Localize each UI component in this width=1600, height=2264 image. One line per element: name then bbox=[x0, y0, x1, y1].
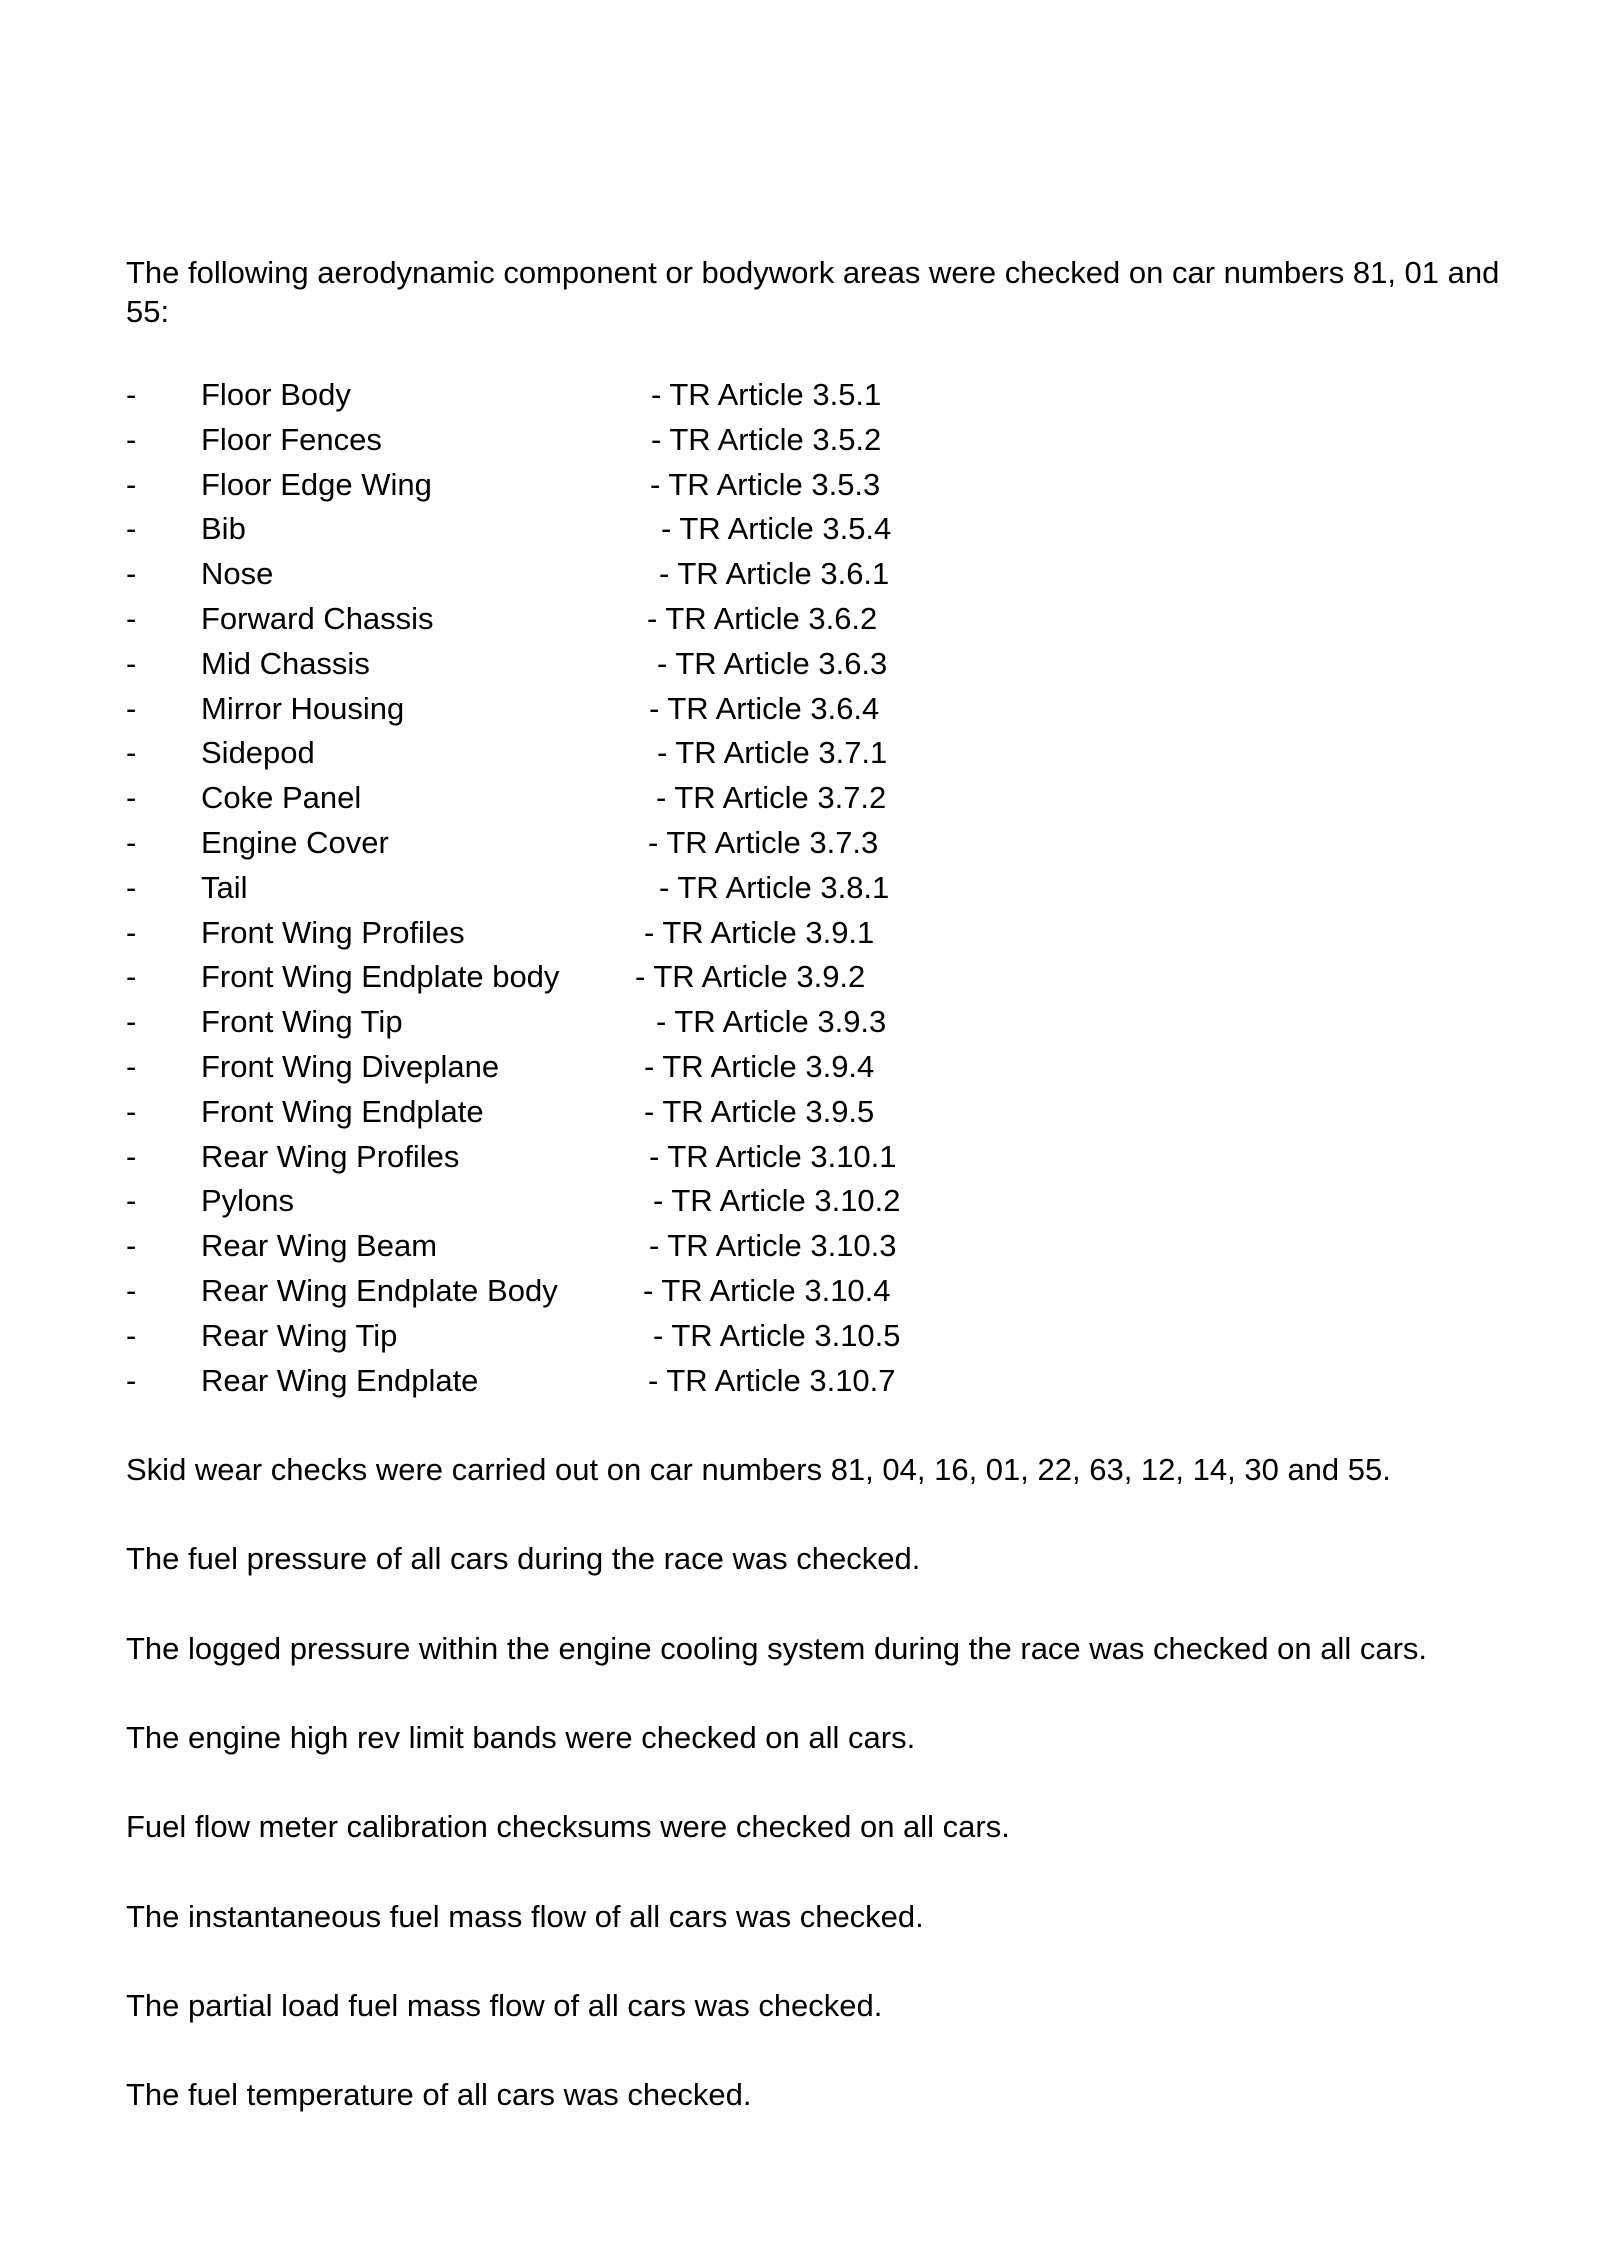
component-name: Engine Cover bbox=[201, 824, 389, 860]
list-item bbox=[126, 645, 1126, 690]
list-dash: - bbox=[126, 466, 137, 502]
list-dash: - bbox=[126, 690, 137, 726]
component-name: Front Wing Endplate bbox=[201, 1093, 484, 1129]
list-item bbox=[126, 1317, 1126, 1362]
list-dash: - bbox=[126, 824, 137, 860]
article-reference: - TR Article 3.6.2 bbox=[647, 600, 878, 636]
list-item bbox=[126, 1138, 1126, 1183]
list-item bbox=[126, 690, 1126, 735]
list-dash: - bbox=[126, 735, 137, 771]
component-name: Sidepod bbox=[201, 735, 315, 771]
article-reference: - TR Article 3.8.1 bbox=[659, 869, 890, 905]
list-item bbox=[126, 600, 1126, 645]
article-reference: - TR Article 3.7.3 bbox=[648, 824, 879, 860]
list-dash: - bbox=[126, 1138, 137, 1174]
list-dash: - bbox=[126, 421, 137, 457]
article-reference: - TR Article 3.6.3 bbox=[657, 645, 888, 681]
list-item bbox=[126, 1093, 1126, 1138]
component-name: Front Wing Profiles bbox=[201, 914, 465, 950]
component-name: Rear Wing Tip bbox=[201, 1317, 398, 1353]
article-reference: - TR Article 3.9.1 bbox=[644, 914, 875, 950]
list-item bbox=[126, 466, 1126, 511]
list-item bbox=[126, 1362, 1126, 1407]
list-item bbox=[126, 734, 1126, 779]
component-name: Mid Chassis bbox=[201, 645, 370, 681]
component-name: Mirror Housing bbox=[201, 690, 405, 726]
skid-wear-paragraph: Skid wear checks were carried out on car numbers 81, 04, 16, 01, 22, 63, 12, 14, 30 and 55. bbox=[126, 1452, 1391, 1487]
list-item bbox=[126, 555, 1126, 600]
list-item bbox=[126, 510, 1126, 555]
list-item bbox=[126, 824, 1126, 869]
component-name: Floor Body bbox=[201, 377, 351, 412]
list-dash: - bbox=[126, 869, 137, 905]
component-name: Coke Panel bbox=[201, 780, 362, 816]
component-name: Floor Fences bbox=[201, 421, 382, 457]
list-dash: - bbox=[126, 914, 137, 950]
component-name: Front Wing Endplate body bbox=[201, 959, 560, 995]
article-reference: - TR Article 3.7.1 bbox=[657, 735, 888, 771]
rev-limit-paragraph: The engine high rev limit bands were checked on all cars. bbox=[126, 1720, 916, 1755]
list-dash: - bbox=[126, 1228, 137, 1264]
list-dash: - bbox=[126, 780, 137, 816]
list-dash: - bbox=[126, 1317, 137, 1353]
list-item bbox=[126, 1272, 1126, 1317]
cooling-pressure-paragraph: The logged pressure within the engine cooling system during the race was checked on all cars. bbox=[126, 1631, 1428, 1666]
component-name: Rear Wing Beam bbox=[201, 1228, 438, 1264]
list-item bbox=[126, 1182, 1126, 1227]
list-dash: - bbox=[126, 377, 137, 412]
list-dash: - bbox=[126, 600, 137, 636]
fuel-pressure-paragraph: The fuel pressure of all cars during the race was checked. bbox=[126, 1541, 921, 1576]
article-reference: - TR Article 3.9.4 bbox=[644, 1048, 875, 1084]
list-dash: - bbox=[126, 1004, 137, 1040]
article-reference: - TR Article 3.10.2 bbox=[653, 1183, 901, 1219]
article-reference: - TR Article 3.5.2 bbox=[651, 421, 882, 457]
component-name: Nose bbox=[201, 556, 274, 592]
article-reference: - TR Article 3.6.1 bbox=[659, 556, 890, 592]
list-dash: - bbox=[126, 511, 137, 547]
intro-text: The following aerodynamic component or bodywork areas were checked on car numbers 81, 01 and 55: bbox=[126, 255, 1500, 329]
component-name: Rear Wing Profiles bbox=[201, 1138, 460, 1174]
article-reference: - TR Article 3.10.4 bbox=[643, 1272, 891, 1308]
list-item bbox=[126, 1048, 1126, 1093]
component-name: Floor Edge Wing bbox=[201, 466, 432, 502]
list-item bbox=[126, 421, 1126, 466]
article-reference: - TR Article 3.9.2 bbox=[635, 959, 866, 995]
list-item bbox=[126, 779, 1126, 824]
list-item bbox=[126, 1227, 1126, 1272]
article-reference: - TR Article 3.5.4 bbox=[661, 511, 892, 547]
list-dash: - bbox=[126, 1272, 137, 1308]
article-reference: - TR Article 3.10.1 bbox=[649, 1138, 897, 1174]
list-dash: - bbox=[126, 1183, 137, 1219]
article-reference: - TR Article 3.6.4 bbox=[649, 690, 880, 726]
article-reference: - TR Article 3.10.3 bbox=[649, 1228, 897, 1264]
article-reference: - TR Article 3.5.3 bbox=[650, 466, 881, 502]
list-item bbox=[126, 958, 1126, 1003]
article-reference: - TR Article 3.10.7 bbox=[648, 1362, 896, 1398]
component-list bbox=[126, 376, 1126, 1406]
list-item bbox=[126, 376, 1126, 421]
list-dash: - bbox=[126, 645, 137, 681]
list-dash: - bbox=[126, 556, 137, 592]
article-reference: - TR Article 3.9.5 bbox=[644, 1093, 875, 1129]
fuel-temperature-paragraph: The fuel temperature of all cars was checked. bbox=[126, 2077, 752, 2112]
article-reference: - TR Article 3.9.3 bbox=[656, 1004, 887, 1040]
list-item bbox=[126, 1003, 1126, 1048]
list-item bbox=[126, 869, 1126, 914]
list-item bbox=[126, 914, 1126, 959]
component-name: Front Wing Tip bbox=[201, 1004, 403, 1040]
article-reference: - TR Article 3.7.2 bbox=[656, 780, 887, 816]
component-name: Tail bbox=[201, 869, 248, 905]
component-name: Pylons bbox=[201, 1183, 295, 1219]
list-dash: - bbox=[126, 1362, 137, 1398]
component-name: Rear Wing Endplate bbox=[201, 1362, 479, 1398]
fuel-flow-meter-paragraph: Fuel flow meter calibration checksums were checked on all cars. bbox=[126, 1809, 1010, 1844]
component-name: Rear Wing Endplate Body bbox=[201, 1272, 558, 1308]
component-name: Bib bbox=[201, 511, 246, 547]
list-dash: - bbox=[126, 959, 137, 995]
article-reference: - TR Article 3.5.1 bbox=[651, 377, 882, 412]
list-dash: - bbox=[126, 1093, 137, 1129]
partial-load-flow-paragraph: The partial load fuel mass flow of all cars was checked. bbox=[126, 1988, 883, 2023]
instantaneous-flow-paragraph: The instantaneous fuel mass flow of all cars was checked. bbox=[126, 1899, 924, 1934]
component-name: Forward Chassis bbox=[201, 600, 434, 636]
list-dash: - bbox=[126, 1048, 137, 1084]
article-reference: - TR Article 3.10.5 bbox=[653, 1317, 901, 1353]
component-name: Front Wing Diveplane bbox=[201, 1048, 500, 1084]
